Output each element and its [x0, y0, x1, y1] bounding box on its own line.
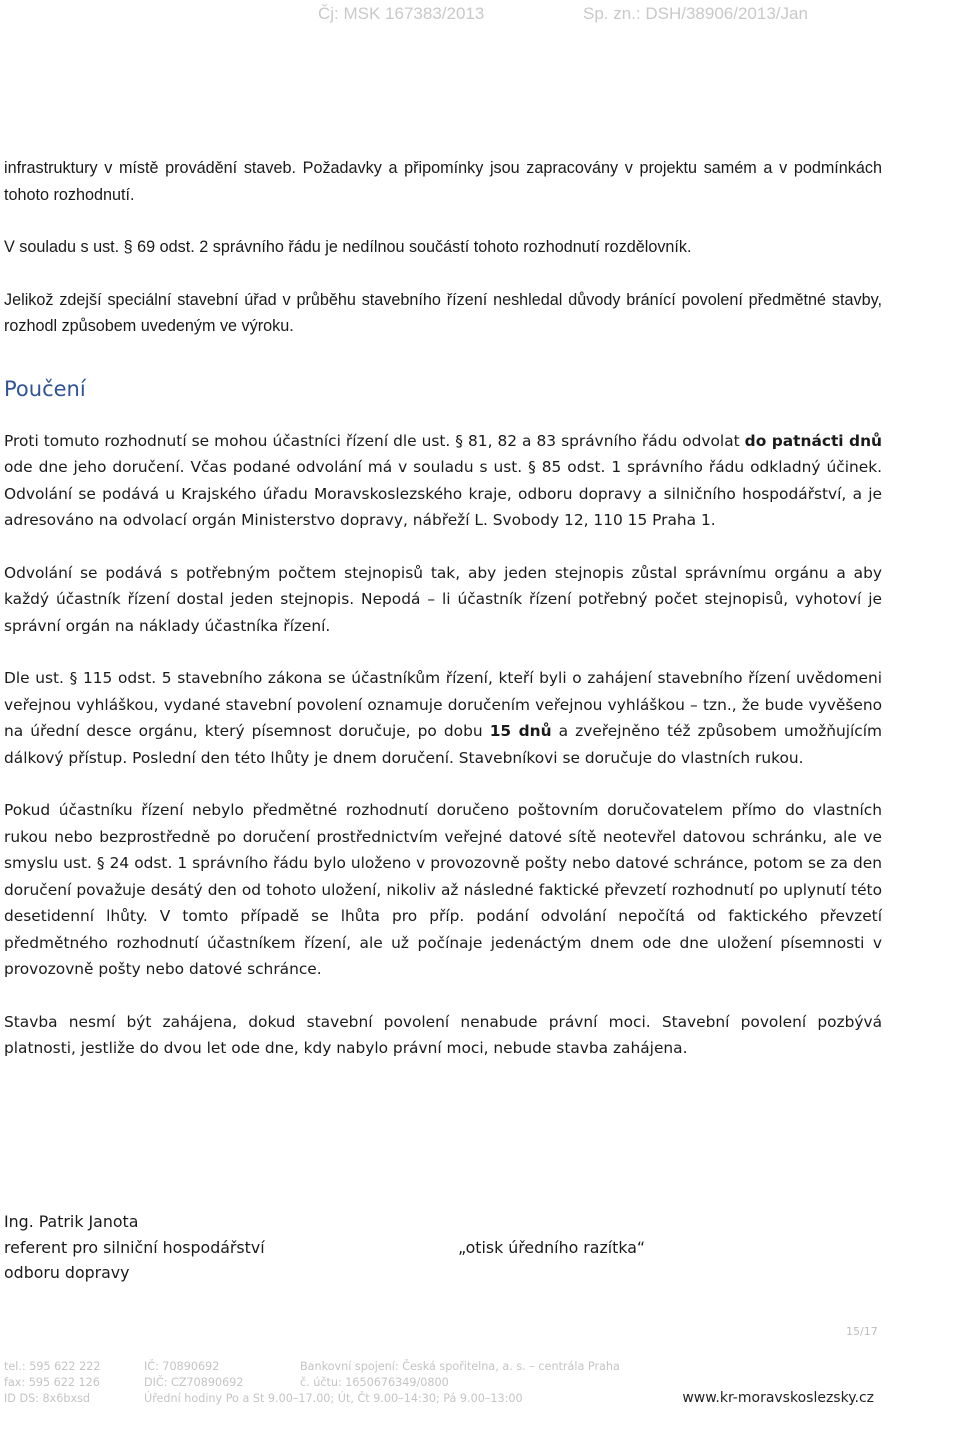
file-number: Sp. zn.: DSH/38906/2013/Jan [583, 4, 808, 23]
footer-bank: Bankovní spojení: Česká spořitelna, a. s. – centrála Praha [300, 1360, 620, 1373]
paragraph-copies: Odvolání se podává s potřebným počtem stejnopisů tak, aby jeden stejnopis zůstal správnímu orgánu a aby každý účastník řízení dostal jeden stejnopis. Nepodá – li účastník řízení potřebný počet stejnopisů, vyhotoví je správní orgán na náklady účastníka řízení. [4, 563, 882, 635]
page-number: 15/17 [846, 1325, 878, 1338]
signatory-name: Ing. Patrik Janota [4, 1212, 139, 1231]
paragraph-infrastructure: infrastruktury v místě provádění staveb. Požadavky a připomínky jsou zapracovány v projektu samém a v podmínkách tohoto rozhodnutí. [4, 159, 882, 204]
paragraph-delivery: Pokud účastníku řízení nebylo předmětné rozhodnutí doručeno poštovním doručovatelem přímo do vlastních rukou nebo bezprostředně po doručení prostřednictvím veřejné datové sítě neotevřel datovou schránku, ale ve smyslu ust. § 24 odst. 1 správního řádu bylo uloženo v provozovně pošty nebo datové schránce, potom se za den doručení považuje desátý den od tohoto uložení, nikoliv až následné faktické převzetí rozhodnutí po uplynutí této desetidenní lhůty. V tomto případě se lhůta pro příp. podání odvolání nepočítá od faktického převzetí předmětného rozhodnutí účastníkem řízení, ale už počínaje jedenáctým dnem ode dne uložení písemnosti v provozovně pošty nebo datové schránce. [4, 801, 882, 978]
paragraph-distribution-list: V souladu s ust. § 69 odst. 2 správního řádu je nedílnou součástí tohoto rozhodnutí rozdělovník. [4, 238, 692, 256]
signature-block [4, 1209, 884, 1286]
reference-number: Čj: MSK 167383/2013 [318, 4, 485, 23]
paragraph-decision: Jelikož zdejší speciální stavební úřad v průběhu stavebního řízení neshledal důvody bránící povolení předmětné stavby, rozhodl způsobem uvedeným ve výroku. [4, 290, 882, 335]
document-body [4, 155, 882, 1088]
paragraph-validity: Stavba nesmí být zahájena, dokud stavební povolení nenabude právní moci. Stavební povolení pozbývá platnosti, jestliže do dvou let ode dne, kdy nabylo právní moci, nebude stavba zahájena. [4, 1012, 882, 1057]
footer-account: č. účtu: 1650676349/0800 [300, 1376, 449, 1389]
notice-duration: 15 dnů [489, 722, 552, 740]
footer-data-box: ID DS: 8x6bxsd [4, 1392, 91, 1405]
paragraph-appeal: Proti tomuto rozhodnutí se mohou účastníci řízení dle ust. § 81, 82 a 83 správního řádu odvolat do patnácti dnů ode dne jeho doručení. Včas podané odvolání má v souladu s ust. § 85 odst. 1 správního řádu odkladný účinek. Odvolání se podává u Krajského úřadu Moravskoslezského kraje, odboru dopravy a silničního hospodářství, a je adresováno na odvolací orgán Ministerstvo dopravy, nábřeží L. Svobody 12, 110 15 Praha 1. [4, 431, 882, 529]
signatory-department: odboru dopravy [4, 1263, 130, 1282]
section-heading-instruction: Poučení [4, 376, 86, 401]
footer-office-hours: Úřední hodiny Po a St 9.00–17.00; Út, Čt 9.00–14:30; Pá 9.00–13:00 [144, 1392, 523, 1405]
signatory-role: referent pro silniční hospodářství [4, 1237, 265, 1257]
footer-ic: IČ: 70890692 [144, 1360, 220, 1373]
footer-phone: tel.: 595 622 222 [4, 1360, 101, 1373]
stamp-placeholder: „otisk úředního razítka“ [458, 1237, 646, 1257]
footer-dic: DIČ: CZ70890692 [144, 1376, 244, 1389]
page-header [0, 4, 960, 28]
appeal-deadline: do patnácti dnů [744, 431, 882, 450]
paragraph-public-notice: Dle ust. § 115 odst. 5 stavebního zákona se účastníkům řízení, kteří byli o zahájení stavebního řízení uvědomeni veřejnou vyhláškou, vydané stavební povolení oznamuje doručením veřejnou vyhláškou – tzn., že bude vyvěšeno na úřední desce orgánu, který písemnost doručuje, po dobu 15 dnů a zveřejněno též způsobem umožňujícím dálkový přístup. Poslední den této lhůty je dnem doručení. Stavebníkovi se doručuje do vlastních rukou. [4, 669, 883, 767]
footer-fax: fax: 595 622 126 [4, 1376, 100, 1389]
website-link[interactable]: www.kr-moravskoslezsky.cz [682, 1390, 874, 1406]
